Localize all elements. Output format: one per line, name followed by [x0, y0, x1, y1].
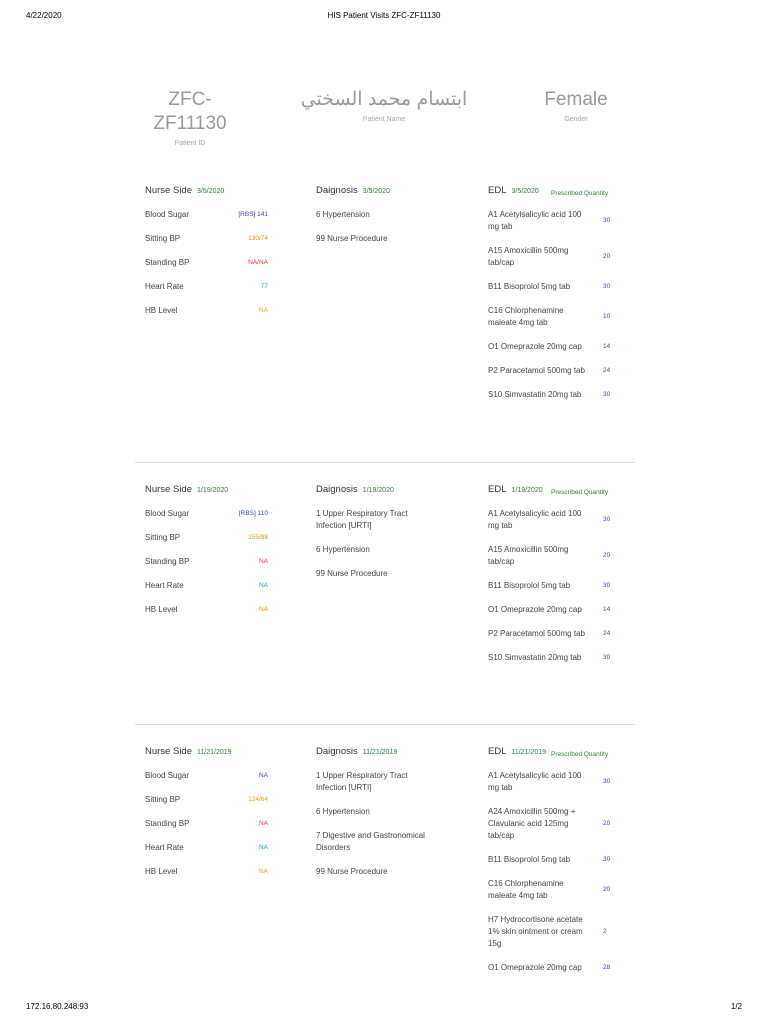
vital-label: Standing BP	[145, 557, 190, 566]
diagnosis-rows	[316, 508, 441, 580]
medication-quantity: 20	[603, 820, 611, 827]
medication-row	[488, 365, 623, 377]
medication-row	[488, 962, 623, 974]
patient-gender-block	[526, 88, 626, 123]
medication-name: O1 Omeprazole 20mg cap	[488, 342, 582, 351]
nurse-side-title: Nurse Side	[145, 746, 192, 757]
prescribed-quantity-label: Prescribed Quantity	[551, 751, 609, 758]
vital-value: NA	[258, 606, 268, 613]
edl-date: 1/19/2020	[511, 487, 543, 494]
patient-id-value: ZFC- ZF11130	[153, 89, 227, 134]
vital-row	[145, 209, 270, 221]
vital-label: Heart Rate	[145, 581, 184, 590]
medication-name: A24 Amoxicillin 500mg + Clavulanic acid 125mg tab/cap	[488, 807, 576, 840]
medication-row	[488, 806, 623, 842]
medication-row	[488, 878, 623, 902]
medication-quantity: 30	[603, 856, 611, 863]
visit-section	[135, 741, 635, 1001]
medication-row	[488, 580, 623, 592]
medication-name: S10 Simvastatin 20mg tab	[488, 653, 582, 662]
medication-name: C16 Chlorphenamine maleate 4mg tab	[488, 879, 564, 900]
medication-rows	[488, 209, 623, 401]
medication-name: H7 Hydrocortisone acetate 1% skin ointment or cream 15g	[488, 915, 583, 948]
medication-name: A15 Amoxicillin 500mg tab/cap	[488, 545, 569, 566]
vital-label: HB Level	[145, 605, 178, 614]
vital-value: NA	[258, 582, 268, 589]
medication-name: P2 Paracetamol 500mg tab	[488, 366, 585, 375]
nurse-side-date: 3/5/2020	[197, 188, 225, 195]
nurse-rows	[145, 508, 270, 616]
medication-row	[488, 604, 623, 616]
diagnosis-item: 1 Upper Respiratory Tract Infection [URTI]	[316, 771, 408, 792]
diagnosis-date: 3/5/2020	[362, 188, 390, 195]
diagnosis-item: 99 Nurse Procedure	[316, 867, 388, 876]
edl-date: 3/5/2020	[511, 188, 539, 195]
nurse-side-date: 11/21/2019	[197, 749, 232, 756]
vital-label: Sitting BP	[145, 533, 181, 542]
medication-row	[488, 628, 623, 640]
vital-label: Blood Sugar	[145, 210, 190, 219]
medication-quantity: 30	[603, 654, 611, 661]
diagnosis-item: 6 Hypertension	[316, 545, 370, 554]
vital-value: NA	[258, 558, 268, 565]
diagnosis-item: 99 Nurse Procedure	[316, 234, 388, 243]
medication-row	[488, 245, 623, 269]
medication-name: B11 Bisoprolol 5mg tab	[488, 855, 571, 864]
vital-row	[145, 305, 270, 317]
medication-quantity: 10	[603, 313, 611, 320]
medication-name: A1 Acetylsalicylic acid 100 mg tab	[488, 509, 582, 530]
diagnosis-item: 99 Nurse Procedure	[316, 569, 388, 578]
vital-value: [RBS] 141	[238, 211, 268, 218]
vital-value: 155/88	[248, 534, 268, 541]
medication-row	[488, 281, 623, 293]
medication-row	[488, 544, 623, 568]
diagnosis-rows	[316, 770, 441, 878]
diagnosis-title: Daignosis	[316, 484, 358, 495]
diagnosis-item: 6 Hypertension	[316, 210, 370, 219]
medication-row	[488, 341, 623, 353]
medication-name: P2 Paracetamol 500mg tab	[488, 629, 585, 638]
nurse-rows	[145, 770, 270, 878]
medication-quantity: 14	[603, 606, 611, 613]
vital-value: 124/64	[248, 796, 268, 803]
prescribed-quantity-label: Prescribed Quantity	[551, 489, 609, 496]
vital-row	[145, 532, 270, 544]
medication-row	[488, 914, 623, 950]
diagnosis-date: 11/21/2019	[362, 749, 398, 756]
vital-value: NA	[258, 844, 268, 851]
edl-column	[488, 741, 623, 986]
medication-quantity: 28	[603, 964, 611, 971]
vital-value: [RBS] 110	[238, 510, 268, 517]
diagnosis-title: Daignosis	[316, 185, 358, 196]
vital-row	[145, 866, 270, 878]
vital-row	[145, 508, 270, 520]
medication-rows	[488, 770, 623, 974]
edl-column	[488, 479, 623, 676]
medication-quantity: 20	[603, 552, 611, 559]
vital-label: HB Level	[145, 306, 178, 315]
edl-title: EDL	[488, 185, 507, 196]
vital-label: Heart Rate	[145, 843, 184, 852]
visit-section	[135, 479, 635, 739]
vital-label: Standing BP	[145, 819, 190, 828]
diagnosis-header	[316, 741, 441, 755]
vital-value: NA	[258, 772, 268, 779]
patient-gender-label: Gender	[564, 116, 588, 123]
medication-row	[488, 854, 623, 866]
medication-name: O1 Omeprazole 20mg cap	[488, 963, 582, 972]
visit-section	[135, 180, 635, 440]
vital-value: NA	[258, 307, 268, 314]
diagnosis-column	[316, 741, 441, 890]
vital-row	[145, 281, 270, 293]
vital-row	[145, 842, 270, 854]
vital-value: 77	[260, 283, 268, 290]
prescribed-quantity-label: Prescribed Quantity	[551, 190, 609, 197]
print-title: HIS Patient Visits ZFC-ZF11130	[327, 11, 441, 20]
vital-label: Heart Rate	[145, 282, 184, 291]
patient-name-block	[300, 88, 468, 123]
medication-row	[488, 305, 623, 329]
vital-label: Blood Sugar	[145, 771, 190, 780]
medication-row	[488, 508, 623, 532]
medication-name: A1 Acetylsalicylic acid 100 mg tab	[488, 210, 582, 231]
edl-title: EDL	[488, 484, 507, 495]
medication-quantity: 30	[603, 582, 611, 589]
medication-name: A1 Acetylsalicylic acid 100 mg tab	[488, 771, 582, 792]
vital-row	[145, 580, 270, 592]
nurse-side-header	[145, 741, 270, 755]
medication-quantity: 20	[603, 886, 611, 893]
patient-name-label: Patient Name	[362, 116, 406, 123]
diagnosis-date: 1/19/2020	[362, 487, 394, 494]
print-footer-ip: 172.16.80.248:93	[26, 1002, 89, 1011]
nurse-side-column	[145, 741, 270, 890]
print-footer-page: 1/2	[730, 1002, 742, 1011]
vital-label: Sitting BP	[145, 234, 181, 243]
vital-row	[145, 770, 270, 782]
nurse-side-column	[145, 180, 270, 329]
medication-quantity: 30	[603, 217, 611, 224]
medication-row	[488, 652, 623, 664]
diagnosis-item: 6 Hypertension	[316, 807, 370, 816]
medication-quantity: 30	[603, 516, 611, 523]
print-date: 4/22/2020	[26, 11, 62, 20]
nurse-side-title: Nurse Side	[145, 185, 192, 196]
nurse-side-header	[145, 479, 270, 493]
diagnosis-item: 7 Digestive and Gastronomical Disorders	[316, 831, 425, 852]
vital-value: NA	[258, 820, 268, 827]
patient-name-value: ابتسام محمد السختي	[300, 89, 468, 110]
medication-row	[488, 209, 623, 233]
diagnosis-header	[316, 180, 441, 194]
diagnosis-column	[316, 180, 441, 257]
patient-id-block	[140, 88, 240, 147]
medication-name: C16 Chlorphenamine maleate 4mg tab	[488, 306, 564, 327]
visit-divider	[135, 724, 635, 725]
patient-id-label: Patient ID	[174, 140, 206, 147]
medication-quantity: 24	[603, 367, 611, 374]
medication-quantity: 30	[603, 391, 611, 398]
nurse-side-date: 1/19/2020	[197, 487, 229, 494]
visit-divider	[135, 462, 635, 463]
vital-value: NA	[258, 868, 268, 875]
vital-row	[145, 818, 270, 830]
edl-title: EDL	[488, 746, 507, 757]
edl-column	[488, 180, 623, 413]
vital-row	[145, 604, 270, 616]
medication-name: B11 Bisoprolol 5mg tab	[488, 282, 571, 291]
vital-label: Standing BP	[145, 258, 190, 267]
medication-row	[488, 770, 623, 794]
diagnosis-item: 1 Upper Respiratory Tract Infection [URTI]	[316, 509, 408, 530]
diagnosis-header	[316, 479, 441, 493]
vital-label: HB Level	[145, 867, 178, 876]
edl-date: 11/21/2019	[511, 749, 546, 756]
medication-quantity: 14	[603, 343, 611, 350]
medication-quantity: 2	[603, 928, 607, 935]
vital-row	[145, 794, 270, 806]
medication-quantity: 20	[603, 253, 611, 260]
medication-name: A15 Amoxicillin 500mg tab/cap	[488, 246, 569, 267]
nurse-rows	[145, 209, 270, 317]
medication-quantity: 24	[603, 630, 611, 637]
vital-row	[145, 556, 270, 568]
vital-row	[145, 233, 270, 245]
medication-name: O1 Omeprazole 20mg cap	[488, 605, 582, 614]
medication-name: B11 Bisoprolol 5mg tab	[488, 581, 571, 590]
vital-value: NA/NA	[248, 259, 268, 266]
vital-row	[145, 257, 270, 269]
vital-label: Blood Sugar	[145, 509, 190, 518]
diagnosis-title: Daignosis	[316, 746, 358, 757]
vital-value: 130/74	[248, 235, 268, 242]
medication-rows	[488, 508, 623, 664]
nurse-side-title: Nurse Side	[145, 484, 192, 495]
nurse-side-header	[145, 180, 270, 194]
medication-name: S10 Simvastatin 20mg tab	[488, 390, 582, 399]
nurse-side-column	[145, 479, 270, 628]
diagnosis-column	[316, 479, 441, 592]
vital-label: Sitting BP	[145, 795, 181, 804]
patient-gender-value: Female	[544, 89, 608, 110]
medication-quantity: 30	[603, 283, 611, 290]
diagnosis-rows	[316, 209, 441, 245]
medication-quantity: 30	[603, 778, 611, 785]
medication-row	[488, 389, 623, 401]
